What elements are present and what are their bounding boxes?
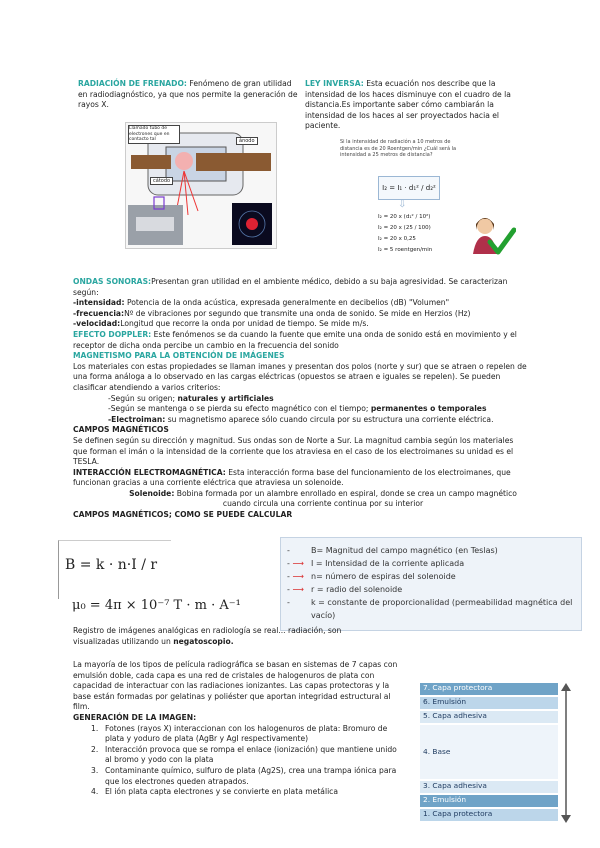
calcular-heading: CAMPOS MAGNÉTICOS; COMO SE PUEDE CALCULAR — [73, 510, 293, 520]
doppler-heading: EFECTO DOPPLER: — [73, 329, 152, 339]
term: -intensidad: — [73, 298, 125, 308]
formula-mu: μ₀ = 4π × 10⁻⁷ T · m · A⁻¹ — [72, 598, 241, 613]
down-arrow-icon: ⇩ — [398, 199, 407, 210]
list-item — [73, 309, 528, 320]
xray-tube-figure — [125, 122, 277, 249]
ondas-heading: ONDAS SONORAS: — [73, 277, 152, 286]
step-line: I₂ = 20 x (d₁² / 10²) — [378, 214, 431, 220]
layer-7: 7. Capa protectora — [420, 683, 558, 695]
item-text: Fotones (rayos X) interaccionan con los halogenuros de plata: Bromuro de plata y yoduro de plata (AgBr y AgI respectivamente) — [105, 723, 388, 744]
legend-text: B= Magnitud del campo magnético (en Teslas) — [311, 546, 498, 555]
ley-inversa-heading: LEY INVERSA: — [305, 79, 364, 88]
step-line: I₂ = 5 roentgen/min — [378, 247, 433, 253]
registro-text: Registro de imágenes analógicas en radiología se real... radiación, son visualizadas utilizando un — [73, 626, 342, 646]
ley-inversa-paragraph — [305, 79, 515, 132]
campos-text: Se definen según su dirección y magnitud. Sus ondas son de Norte a Sur. La magnitud cambia según los materiales que forman el imán o la intensidad de la corriente que los atraviesa en el caso de los electroimanes su unidad es el TESLA. — [73, 435, 514, 467]
list-item — [91, 723, 398, 745]
item-number: 2. — [91, 744, 99, 754]
red-arrow-icon: ⟶ — [292, 585, 304, 594]
pre: -Según se mantenga o se pierda su efecto magnético con el tiempo; — [108, 404, 371, 414]
list-item — [73, 298, 528, 309]
bold: naturales y artificiales — [177, 393, 274, 403]
layer-5: 5. Capa adhesiva — [420, 711, 558, 723]
bold: permanentes o temporales — [370, 404, 487, 414]
magnetismo-text: Los materiales con estas propiedades se llaman imanes y presentan dos polos (norte y sur) que se atraen o repelen de una forma análoga a lo observado en las cargas eléctricas (opuestos se atraen e iguales se repelen). Se pueden clasificar atendiendo a varios criterios: — [73, 361, 527, 392]
layer-6: 6. Emulsión — [420, 697, 558, 709]
campos-heading: CAMPOS MAGNÉTICOS — [73, 425, 169, 435]
term: -velocidad: — [73, 319, 121, 329]
solenoide-text: Bobina formada por un alambre enrollado en espiral, donde se crea un campo magnético cuando circula una corriente continua por su interior — [176, 488, 517, 509]
item-text: El ión plata capta electrones y se convierte en plata metálica — [105, 787, 339, 797]
ley-inversa-example: Si la intensidad de radiación a 10 metros de distancia es de 20 Roentgen/min ¿Cuál será la intensidad a 25 metros de distancia? — [340, 139, 457, 158]
desc: Potencia de la onda acústica, expresada generalmente en decibelios (dB) "Volumen" — [126, 298, 450, 308]
legend-item: - B= Magnitud del campo magnético (en Teslas) — [287, 546, 498, 555]
item-number: 4. — [91, 787, 99, 797]
tube-label-anodo: ánodo — [236, 137, 258, 145]
double-arrow-icon — [560, 683, 572, 823]
pelicula-section — [73, 660, 398, 798]
formula-b-box — [58, 540, 171, 599]
red-arrow-icon: ⟶ — [292, 572, 304, 581]
item-text: Contaminante químico, sulfuro de plata (Ag2S), crea una trampa iónica para que los electrones queden atrapados. — [105, 765, 397, 786]
film-layers-diagram — [420, 683, 572, 823]
doppler-paragraph — [73, 330, 528, 351]
list-item — [91, 787, 398, 798]
layer-4: 4. Base — [420, 725, 558, 779]
step-line: I₂ = 20 x 0,25 — [378, 236, 416, 242]
pre: -Según su origen; — [108, 393, 178, 403]
layer-2: 2. Emulsión — [420, 795, 558, 807]
legend-list — [287, 544, 575, 622]
desc: Longitud que recorre la onda por unidad de tiempo. Se mide m/s. — [120, 319, 369, 329]
list-item — [108, 394, 528, 405]
item-number: 1. — [91, 723, 99, 733]
tube-label-catodo: cátodo — [150, 177, 173, 185]
ondas-intro — [73, 277, 528, 298]
item-text: Interacción provoca que se rompa el enlace (ionización) que mantiene unido al bromo y yodo con la plata — [105, 744, 397, 765]
interaccion-text: Esta interacción forma base del funcionamiento de los electroimanes, que funcionan gracias a una corriente eléctrica que atraviesa un solenoide. — [73, 467, 511, 488]
post: su magnetismo aparece sólo cuando circula por su estructura una corriente eléctrica. — [165, 414, 494, 424]
ondas-section — [73, 277, 528, 521]
layer-1: 1. Capa protectora — [420, 809, 558, 821]
registro-bold: negatoscopio. — [173, 636, 234, 646]
term: -frecuencia: — [73, 308, 125, 318]
inverse-law-formula: I₂ = I₁ · d₁² / d₂² — [378, 176, 440, 200]
bold: -Electroiman: — [108, 414, 166, 424]
list-item — [108, 415, 528, 426]
legend-text: r = radio del solenoide — [311, 585, 403, 594]
item-number: 3. — [91, 765, 99, 775]
list-item — [73, 319, 528, 330]
tube-label-box: Llamado tubo de electrones que en contacto tal — [128, 125, 180, 144]
ondas-intro-text: Presentan gran utilidad en el ambiente médico, debido a su baja agresividad. Se caracterizan según: — [73, 277, 508, 297]
pelicula-intro: La mayoría de los tipos de película radiográfica se basan en sistemas de 7 capas con emulsión doble, cada capa es una red de cristales de halogenuros de plata con capacidad de interactuar con las radiaciones ionizantes. Las capas protectoras y la base están formadas por gelatinas y poliéster que aportan integridad estructural al film. — [73, 660, 398, 712]
formula-legend-box — [280, 537, 582, 631]
legend-text: n= número de espiras del solenoide — [311, 572, 456, 581]
red-arrow-icon: ⟶ — [292, 559, 304, 568]
legend-item: - ⟶ n= número de espiras del solenoide — [287, 572, 456, 581]
magnetismo-bullets — [73, 394, 528, 426]
magnetismo-heading: MAGNETISMO PARA LA OBTENCIÓN DE IMÁGENES — [73, 351, 285, 361]
step-line: I₂ = 20 x (25 / 100) — [378, 225, 431, 231]
layer-3: 3. Capa adhesiva — [420, 781, 558, 793]
radiacion-heading: RADIACIÓN DE FRENADO: — [78, 79, 187, 88]
list-item — [91, 744, 398, 766]
generacion-heading: GENERACIÓN DE LA IMAGEN: — [73, 712, 197, 722]
legend-item: - ⟶ r = radio del solenoide — [287, 585, 403, 594]
legend-item: - ⟶ I = Intensidad de la corriente aplicada — [287, 559, 465, 568]
solenoide-paragraph — [73, 489, 528, 510]
interaccion-paragraph — [73, 468, 528, 489]
list-item — [91, 765, 398, 787]
registro-paragraph — [73, 626, 373, 647]
interaccion-heading: INTERACCIÓN ELECTROMAGNÉTICA: — [73, 467, 226, 477]
legend-text: k = constante de proporcionalidad (permeabilidad magnética del vacío) — [311, 598, 573, 620]
list-item — [108, 404, 528, 415]
solenoide-term: Solenoide: — [129, 488, 175, 498]
generacion-list — [73, 724, 398, 798]
doppler-text: Este fenómenos se da cuando la fuente que emite una onda de sonido está en movimiento y el receptor de dicha onda percibe un cambio en la frecuencia del sonido — [73, 329, 517, 350]
radiacion-text: Fenómeno de gran utilidad en radiodiagnóstico, ya que nos permite la generación de rayos X. — [78, 79, 298, 110]
legend-text: I = Intensidad de la corriente aplicada — [311, 559, 465, 568]
teacher-checkmark-icon — [468, 210, 516, 260]
formula-b: B = k · n·I / r — [65, 557, 158, 573]
legend-item: - k = constante de proporcionalidad (permeabilidad magnética del vacío) — [287, 598, 573, 620]
ley-inversa-text: Esta ecuación nos describe que la intensidad de los haces disminuye con el cuadro de la distancia.Es importante saber cómo cambiarán la intensidad de los haces al ser proyectados hacia el paciente. — [305, 79, 511, 131]
desc: Nº de vibraciones por segundo que transmite una onda de sonido. Se mide en Herzios (Hz) — [124, 308, 471, 318]
inverse-law-steps — [378, 212, 468, 256]
radiacion-paragraph — [78, 79, 303, 111]
